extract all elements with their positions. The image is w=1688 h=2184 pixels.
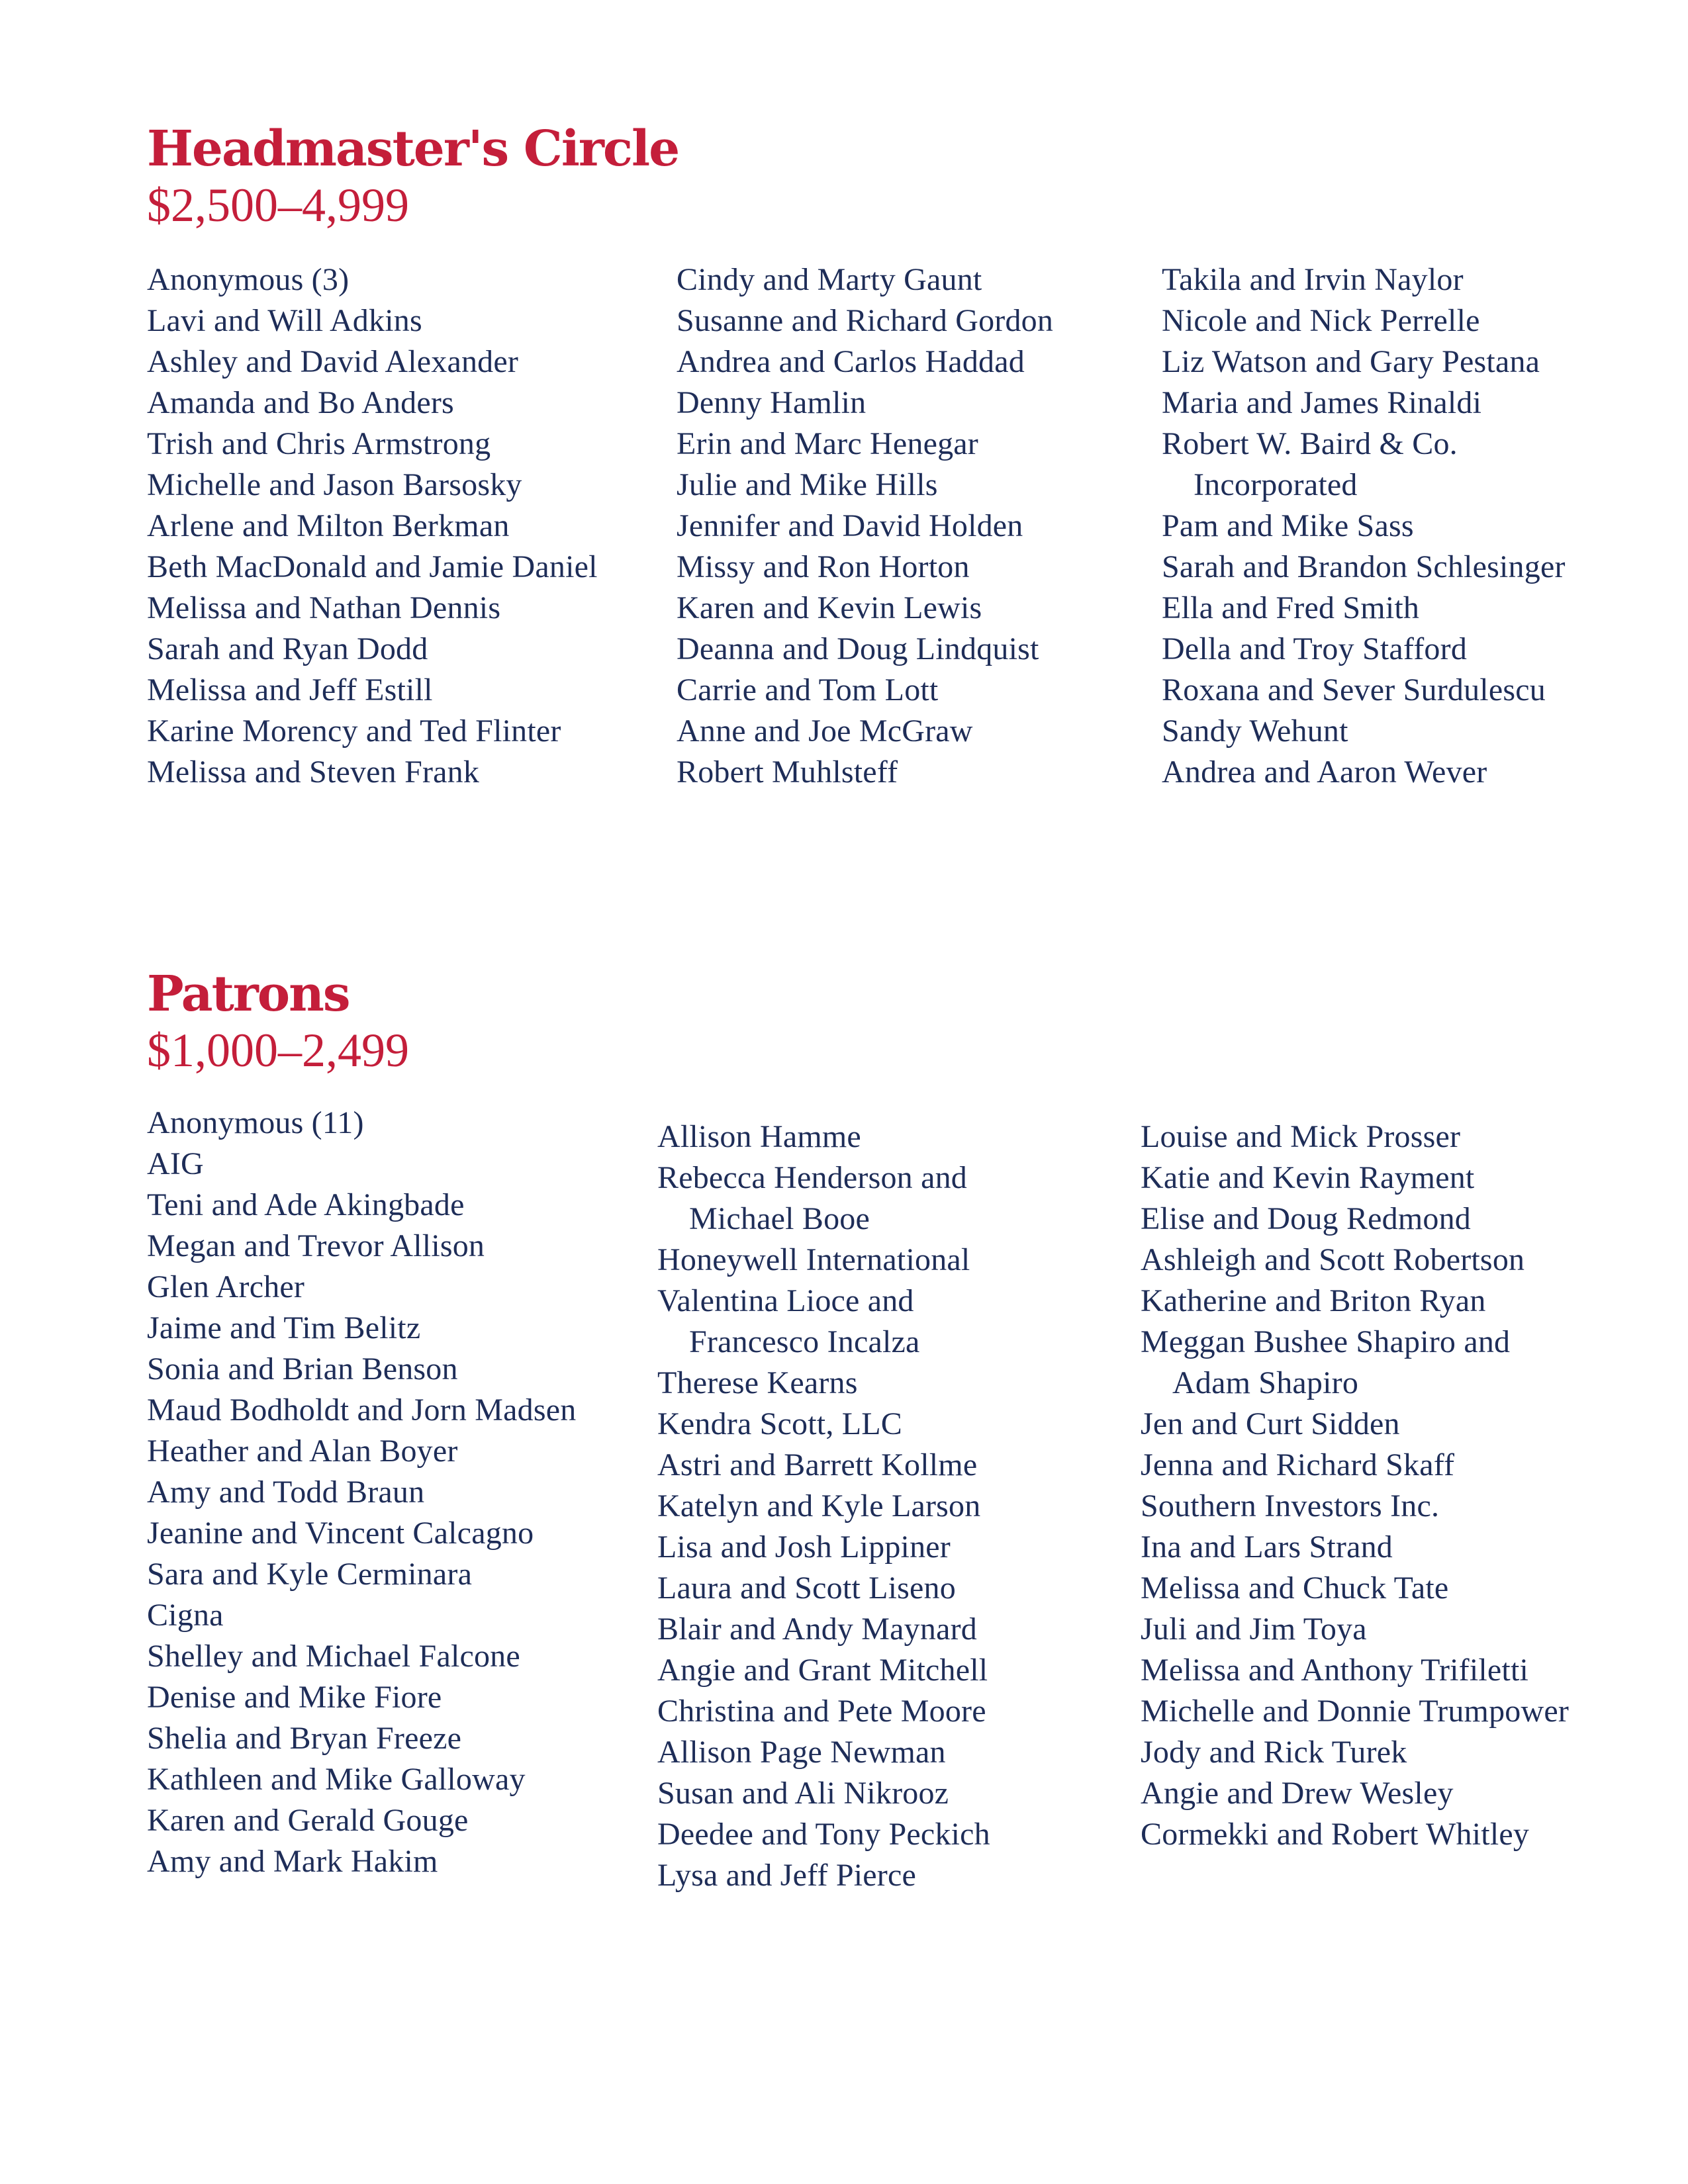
- donor-name: Shelia and Bryan Freeze: [147, 1721, 462, 1756]
- donor-name: Cormekki and Robert Whitley: [1141, 1817, 1530, 1852]
- donor-name: Laura and Scott Liseno: [657, 1570, 956, 1606]
- donor-name: Susan and Ali Nikrooz: [657, 1776, 949, 1811]
- donor-name: Lavi and Will Adkins: [147, 303, 422, 338]
- donor-column-1: [147, 259, 598, 793]
- patrons-section: [0, 827, 1688, 2019]
- donor-name: Juli and Jim Toya: [1141, 1612, 1367, 1647]
- donor-name: Missy and Ron Horton: [677, 549, 970, 584]
- donor-name: Trish and Chris Armstrong: [147, 426, 491, 461]
- donor-column-3: [1141, 1116, 1569, 1855]
- donor-name: Carrie and Tom Lott: [677, 672, 939, 707]
- donor-name: Amy and Mark Hakim: [147, 1844, 438, 1879]
- donor-name: Robert Muhlsteff: [677, 754, 898, 790]
- donor-name: Susanne and Richard Gordon: [677, 303, 1054, 338]
- donor-name: Liz Watson and Gary Pestana: [1162, 344, 1540, 379]
- donor-name: Allison Hamme: [657, 1119, 861, 1154]
- donor-name: Astri and Barrett Kollme: [657, 1447, 978, 1482]
- donor-name: Lisa and Josh Lippiner: [657, 1529, 951, 1565]
- donor-name: Megan and Trevor Allison: [147, 1228, 485, 1263]
- donor-name: Meggan Bushee Shapiro and: [1141, 1324, 1511, 1359]
- donor-name: Karen and Gerald Gouge: [147, 1803, 469, 1838]
- donor-name: Melissa and Chuck Tate: [1141, 1570, 1449, 1606]
- donor-name: Blair and Andy Maynard: [657, 1612, 977, 1647]
- donor-name: Denny Hamlin: [677, 385, 867, 420]
- donor-name: Ashley and David Alexander: [147, 344, 519, 379]
- donor-name: Sara and Kyle Cerminara: [147, 1557, 473, 1592]
- donor-name: Jaime and Tim Belitz: [147, 1310, 421, 1345]
- donor-name: Sonia and Brian Benson: [147, 1351, 458, 1387]
- donor-name: AIG: [147, 1146, 204, 1181]
- donor-name: Glen Archer: [147, 1269, 305, 1304]
- donor-name: Teni and Ade Akingbade: [147, 1187, 465, 1222]
- donor-name: Michelle and Jason Barsosky: [147, 467, 522, 502]
- donor-name: Julie and Mike Hills: [677, 467, 938, 502]
- donor-name: Angie and Drew Wesley: [1141, 1776, 1454, 1811]
- donor-name: Incorporated: [1194, 467, 1358, 502]
- donor-name: Rebecca Henderson and: [657, 1160, 967, 1195]
- donor-name: Lysa and Jeff Pierce: [657, 1858, 916, 1893]
- donor-name: Roxana and Sever Surdulescu: [1162, 672, 1546, 707]
- donor-name: Pam and Mike Sass: [1162, 508, 1414, 543]
- donor-name: Anne and Joe McGraw: [677, 713, 973, 749]
- donor-name: Jenna and Richard Skaff: [1141, 1447, 1455, 1482]
- donor-name: Valentina Lioce and: [657, 1283, 914, 1318]
- donor-name: Allison Page Newman: [657, 1735, 946, 1770]
- donor-name: Deedee and Tony Peckich: [657, 1817, 990, 1852]
- donor-name: Amy and Todd Braun: [147, 1475, 425, 1510]
- donor-column-3: [1162, 259, 1566, 793]
- donor-name: Therese Kearns: [657, 1365, 858, 1400]
- donor-name: Michael Booe: [689, 1201, 870, 1236]
- donor-name: Melissa and Anthony Trifiletti: [1141, 1653, 1529, 1688]
- section-range: $2,500–4,999: [147, 179, 409, 232]
- donor-name: Anonymous (11): [147, 1105, 364, 1140]
- donor-name: Andrea and Carlos Haddad: [677, 344, 1025, 379]
- donor-name: Louise and Mick Prosser: [1141, 1119, 1461, 1154]
- donor-name: Sarah and Ryan Dodd: [147, 631, 428, 666]
- donor-column-2: [657, 1116, 990, 1896]
- donor-name: Ella and Fred Smith: [1162, 590, 1420, 625]
- headmasters-circle-section: [0, 0, 1688, 827]
- donor-name: Anonymous (3): [147, 262, 350, 297]
- donor-name: Katie and Kevin Rayment: [1141, 1160, 1475, 1195]
- donor-name: Francesco Incalza: [689, 1324, 920, 1359]
- donor-name: Sarah and Brandon Schlesinger: [1162, 549, 1566, 584]
- donor-name: Shelley and Michael Falcone: [147, 1639, 520, 1674]
- donor-name: Elise and Doug Redmond: [1141, 1201, 1472, 1236]
- donor-name: Melissa and Nathan Dennis: [147, 590, 501, 625]
- donor-column-1: [147, 1103, 576, 1882]
- donor-name: Karine Morency and Ted Flinter: [147, 713, 561, 749]
- donor-name: Maria and James Rinaldi: [1162, 385, 1482, 420]
- donor-name: Christina and Pete Moore: [657, 1694, 986, 1729]
- donor-name: Cigna: [147, 1598, 224, 1633]
- donor-name: Ina and Lars Strand: [1141, 1529, 1393, 1565]
- donor-name: Heather and Alan Boyer: [147, 1433, 458, 1469]
- donor-name: Katelyn and Kyle Larson: [657, 1488, 981, 1524]
- donor-name: Beth MacDonald and Jamie Daniel: [147, 549, 598, 584]
- section-title: Patrons: [147, 966, 350, 1023]
- donor-name: Jeanine and Vincent Calcagno: [147, 1516, 534, 1551]
- donor-name: Nicole and Nick Perrelle: [1162, 303, 1480, 338]
- donor-name: Amanda and Bo Anders: [147, 385, 454, 420]
- donor-name: Karen and Kevin Lewis: [677, 590, 982, 625]
- section-range: $1,000–2,499: [147, 1024, 409, 1077]
- donor-name: Arlene and Milton Berkman: [147, 508, 510, 543]
- donor-name: Katherine and Briton Ryan: [1141, 1283, 1486, 1318]
- donor-name: Sandy Wehunt: [1162, 713, 1348, 749]
- donor-name: Michelle and Donnie Trumpower: [1141, 1694, 1570, 1729]
- donor-name: Robert W. Baird & Co.: [1162, 426, 1458, 461]
- donor-name: Erin and Marc Henegar: [677, 426, 978, 461]
- donor-name: Adam Shapiro: [1172, 1365, 1359, 1400]
- donor-name: Southern Investors Inc.: [1141, 1488, 1440, 1524]
- donor-name: Maud Bodholdt and Jorn Madsen: [147, 1392, 577, 1428]
- donor-name: Jody and Rick Turek: [1141, 1735, 1407, 1770]
- donor-name: Ashleigh and Scott Robertson: [1141, 1242, 1525, 1277]
- donor-name: Kathleen and Mike Galloway: [147, 1762, 526, 1797]
- donor-name: Della and Troy Stafford: [1162, 631, 1468, 666]
- donor-name: Takila and Irvin Naylor: [1162, 262, 1464, 297]
- donor-name: Denise and Mike Fiore: [147, 1680, 442, 1715]
- section-title: Headmaster's Circle: [147, 120, 679, 177]
- donor-name: Melissa and Steven Frank: [147, 754, 480, 790]
- donor-name: Angie and Grant Mitchell: [657, 1653, 988, 1688]
- donor-name: Jen and Curt Sidden: [1141, 1406, 1400, 1441]
- donor-name: Honeywell International: [657, 1242, 970, 1277]
- donor-name: Cindy and Marty Gaunt: [677, 262, 982, 297]
- donor-name: Kendra Scott, LLC: [657, 1406, 902, 1441]
- donor-column-2: [677, 259, 1053, 793]
- donor-name: Deanna and Doug Lindquist: [677, 631, 1039, 666]
- donor-name: Jennifer and David Holden: [677, 508, 1023, 543]
- donor-name: Andrea and Aaron Wever: [1162, 754, 1487, 790]
- donor-name: Melissa and Jeff Estill: [147, 672, 433, 707]
